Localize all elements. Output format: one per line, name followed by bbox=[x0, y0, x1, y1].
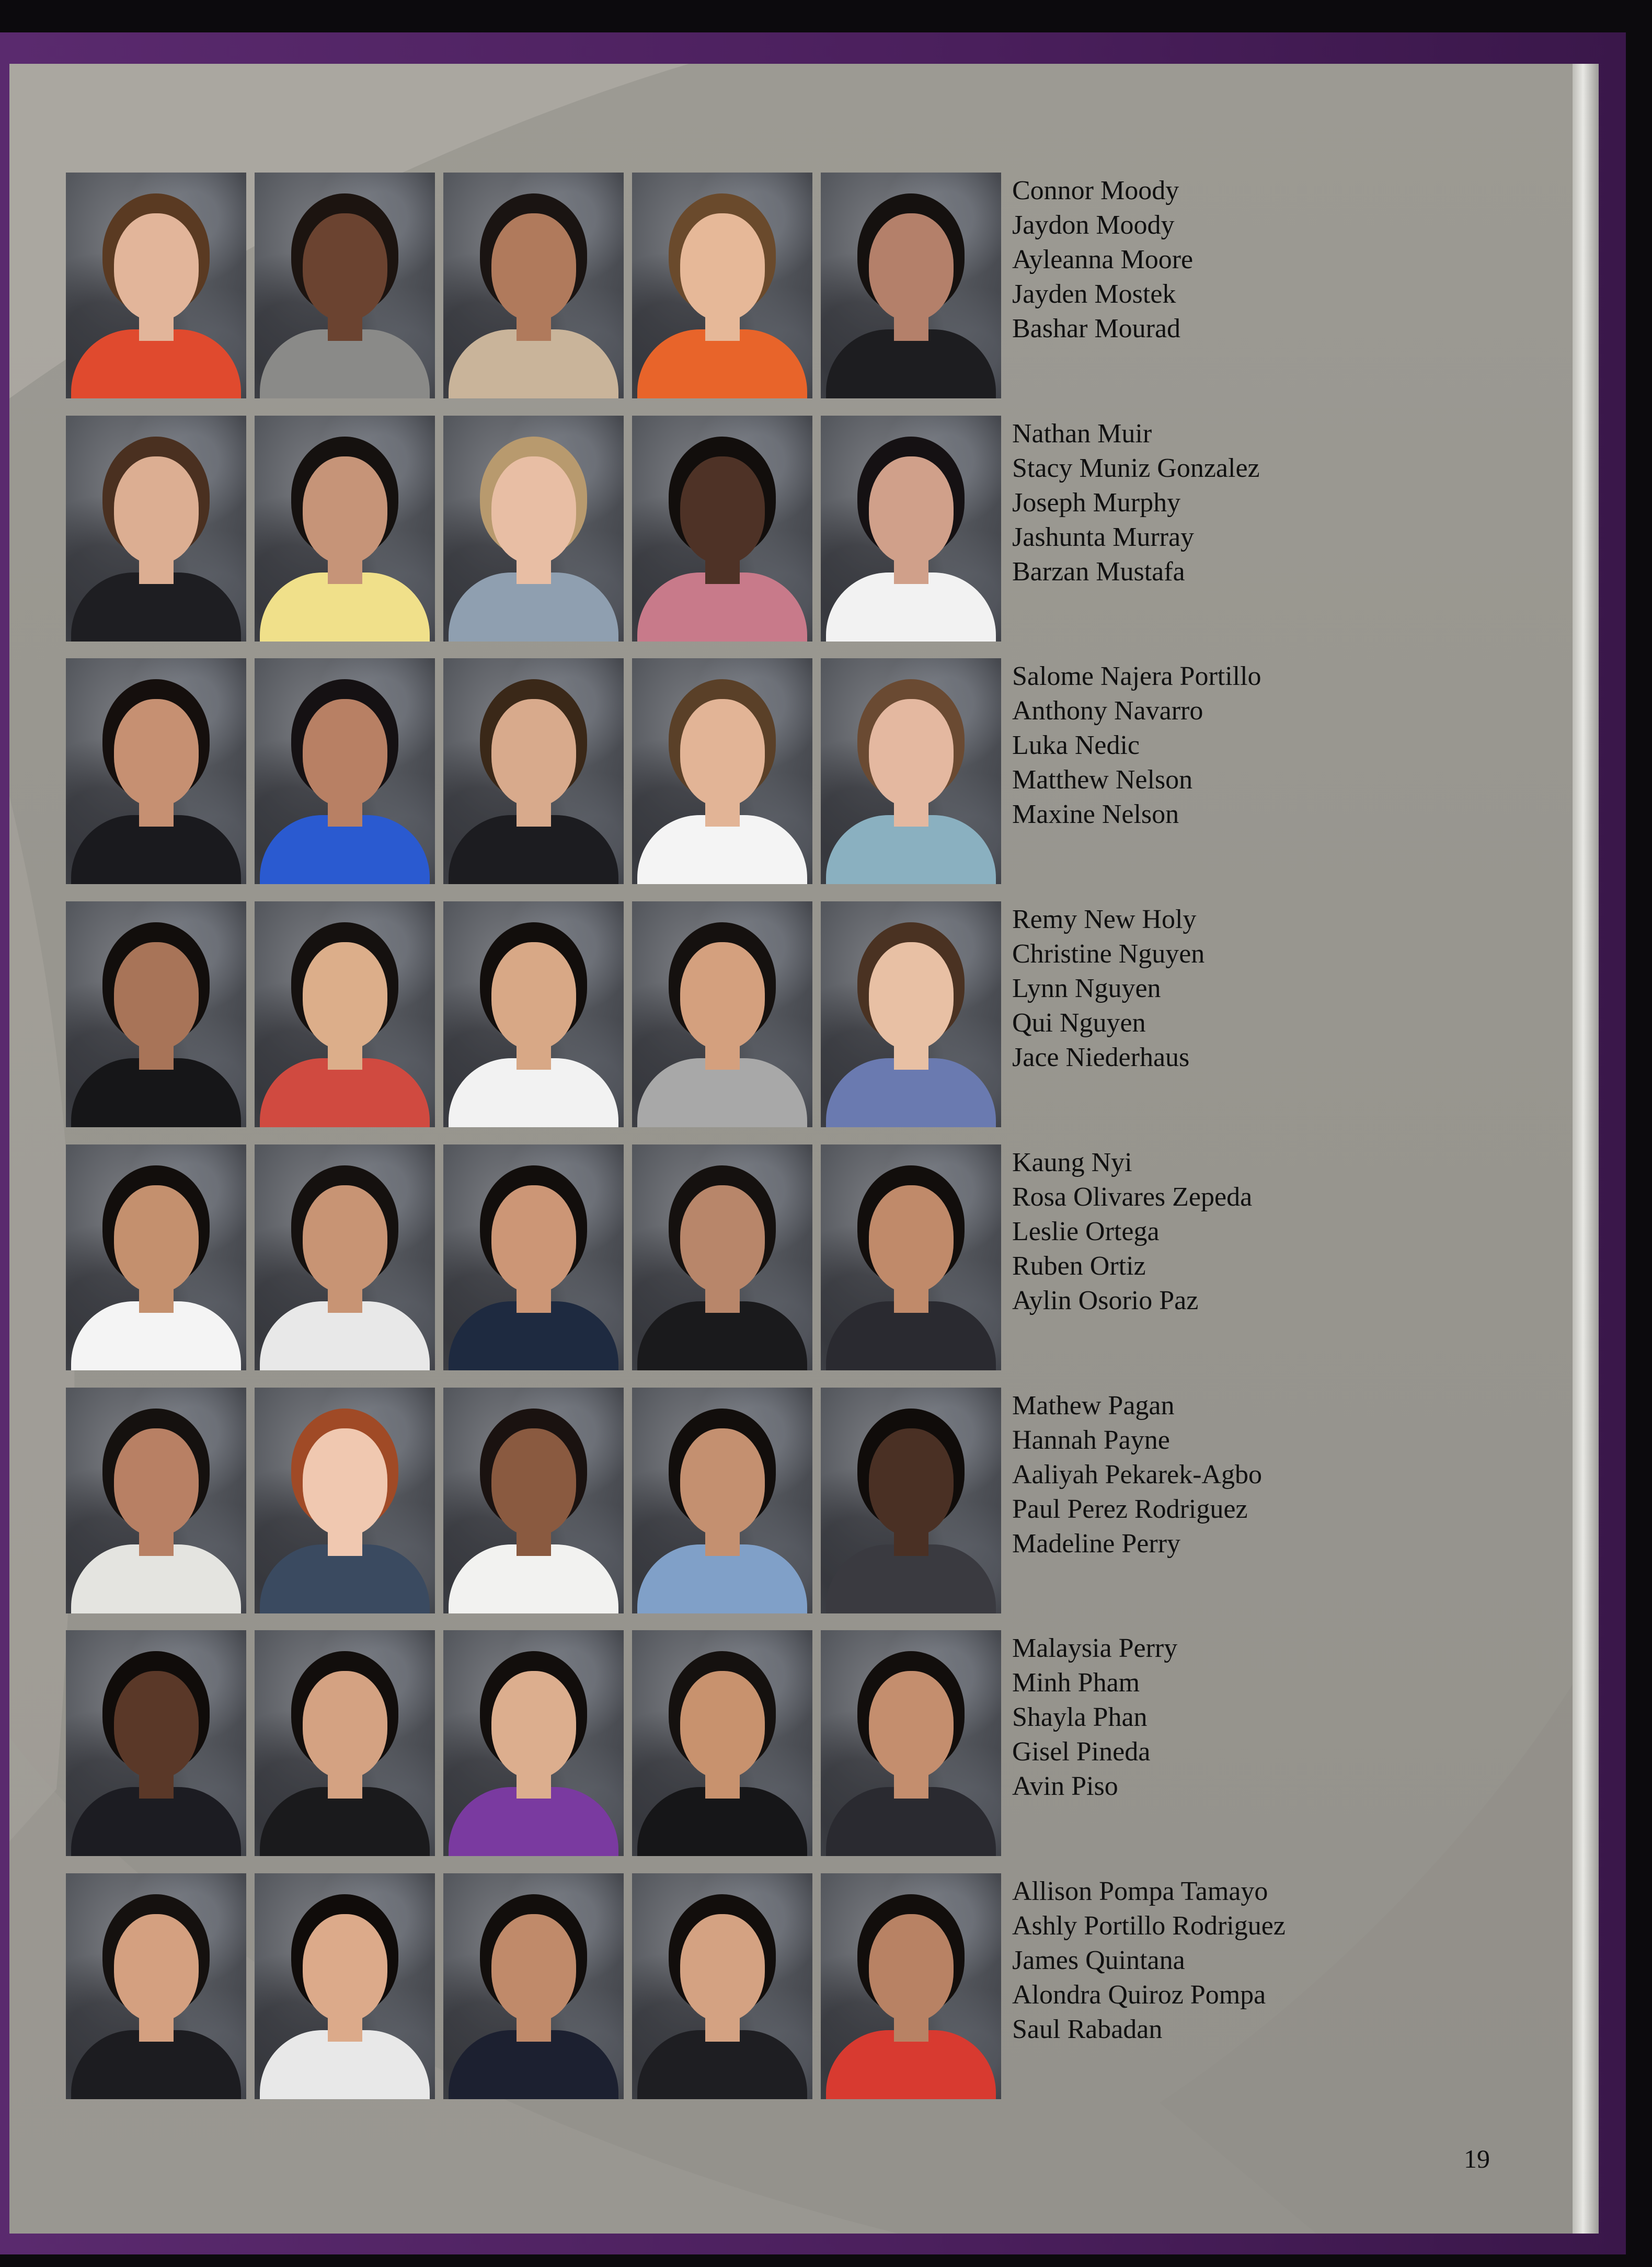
student-portrait bbox=[443, 1873, 624, 2099]
student-portrait bbox=[821, 1144, 1001, 1370]
portrait-face bbox=[491, 942, 576, 1049]
name-list bbox=[1012, 417, 1378, 589]
student-portrait bbox=[66, 173, 246, 398]
student-name: Minh Pham bbox=[1012, 1668, 1140, 1698]
student-name: Hannah Payne bbox=[1012, 1425, 1170, 1455]
portrait-face bbox=[303, 1914, 387, 2021]
student-portrait bbox=[255, 1630, 435, 1856]
name-list bbox=[1012, 174, 1378, 346]
student-name: Stacy Muniz Gonzalez bbox=[1012, 453, 1260, 483]
portrait-face bbox=[303, 213, 387, 320]
portrait-face bbox=[680, 1185, 765, 1292]
portrait-face bbox=[869, 213, 954, 320]
student-portrait bbox=[632, 1873, 812, 2099]
student-portrait bbox=[821, 1873, 1001, 2099]
page-number: 19 bbox=[1464, 2144, 1490, 2173]
portrait-face bbox=[303, 456, 387, 564]
student-name: Salome Najera Portillo bbox=[1012, 661, 1261, 691]
portrait-face bbox=[680, 699, 765, 806]
portrait-face bbox=[491, 213, 576, 320]
student-portrait bbox=[443, 901, 624, 1127]
portrait-face bbox=[114, 1671, 199, 1778]
portrait-face bbox=[303, 699, 387, 806]
student-name: Leslie Ortega bbox=[1012, 1217, 1160, 1246]
student-name: Malaysia Perry bbox=[1012, 1633, 1178, 1663]
name-list bbox=[1012, 1874, 1378, 2047]
student-name: Jayden Mostek bbox=[1012, 279, 1176, 309]
student-portrait bbox=[632, 901, 812, 1127]
portrait-face bbox=[114, 942, 199, 1049]
student-name: Maxine Nelson bbox=[1012, 799, 1179, 829]
portrait-face bbox=[114, 456, 199, 564]
portrait-face bbox=[303, 1428, 387, 1536]
portrait-face bbox=[491, 456, 576, 564]
student-name: Luka Nedic bbox=[1012, 730, 1140, 760]
name-list bbox=[1012, 1146, 1378, 1318]
portrait-face bbox=[491, 1671, 576, 1778]
student-portrait bbox=[821, 1388, 1001, 1613]
portrait-face bbox=[114, 1428, 199, 1536]
portrait-face bbox=[491, 1185, 576, 1292]
student-name: Barzan Mustafa bbox=[1012, 557, 1185, 587]
student-name: Kaung Nyi bbox=[1012, 1148, 1132, 1177]
student-name: Mathew Pagan bbox=[1012, 1391, 1175, 1421]
student-name: James Quintana bbox=[1012, 1945, 1185, 1975]
student-name: Christine Nguyen bbox=[1012, 939, 1205, 969]
portrait-face bbox=[491, 699, 576, 806]
student-name: Jaydon Moody bbox=[1012, 210, 1175, 240]
student-name: Paul Perez Rodriguez bbox=[1012, 1494, 1248, 1524]
name-list bbox=[1012, 1631, 1378, 1804]
student-portrait bbox=[821, 658, 1001, 884]
portrait-face bbox=[869, 1671, 954, 1778]
portrait-face bbox=[303, 942, 387, 1049]
student-name: Saul Rabadan bbox=[1012, 2014, 1163, 2044]
student-portrait bbox=[632, 658, 812, 884]
student-portrait bbox=[66, 416, 246, 642]
student-portrait bbox=[66, 658, 246, 884]
name-list bbox=[1012, 1389, 1378, 1561]
student-name: Nathan Muir bbox=[1012, 419, 1152, 449]
student-name: Lynn Nguyen bbox=[1012, 974, 1161, 1003]
student-name: Ruben Ortiz bbox=[1012, 1251, 1146, 1281]
student-portrait bbox=[443, 658, 624, 884]
student-name: Gisel Pineda bbox=[1012, 1737, 1151, 1767]
student-portrait bbox=[821, 173, 1001, 398]
student-name: Remy New Holy bbox=[1012, 904, 1197, 934]
student-portrait bbox=[443, 1144, 624, 1370]
portrait-face bbox=[114, 1914, 199, 2021]
portrait-face bbox=[680, 213, 765, 320]
student-portrait bbox=[66, 901, 246, 1127]
student-name: Anthony Navarro bbox=[1012, 696, 1203, 726]
student-portrait bbox=[255, 173, 435, 398]
student-portrait bbox=[443, 1388, 624, 1613]
student-portrait bbox=[443, 173, 624, 398]
name-list bbox=[1012, 902, 1378, 1075]
portrait-face bbox=[680, 1671, 765, 1778]
student-name: Allison Pompa Tamayo bbox=[1012, 1876, 1268, 1906]
student-portrait bbox=[632, 416, 812, 642]
student-portrait bbox=[255, 1388, 435, 1613]
portrait-face bbox=[869, 942, 954, 1049]
portrait-face bbox=[869, 1428, 954, 1536]
portrait-face bbox=[869, 1185, 954, 1292]
student-portrait bbox=[443, 1630, 624, 1856]
name-list bbox=[1012, 659, 1378, 832]
portrait-face bbox=[114, 213, 199, 320]
student-name: Ashly Portillo Rodriguez bbox=[1012, 1911, 1286, 1941]
student-portrait bbox=[255, 901, 435, 1127]
student-name: Bashar Mourad bbox=[1012, 314, 1181, 344]
student-name: Madeline Perry bbox=[1012, 1529, 1181, 1559]
student-name: Ayleanna Moore bbox=[1012, 245, 1194, 274]
portrait-face bbox=[680, 1914, 765, 2021]
student-name: Connor Moody bbox=[1012, 176, 1179, 205]
student-portrait bbox=[821, 1630, 1001, 1856]
portrait-face bbox=[869, 699, 954, 806]
portrait-face bbox=[680, 942, 765, 1049]
student-portrait bbox=[66, 1388, 246, 1613]
student-portrait bbox=[255, 1873, 435, 2099]
portrait-face bbox=[114, 699, 199, 806]
portrait-face bbox=[869, 456, 954, 564]
student-portrait bbox=[632, 1144, 812, 1370]
student-name: Jashunta Murray bbox=[1012, 522, 1195, 552]
portrait-face bbox=[680, 1428, 765, 1536]
student-name: Joseph Murphy bbox=[1012, 488, 1181, 518]
portrait-face bbox=[303, 1185, 387, 1292]
student-name: Aylin Osorio Paz bbox=[1012, 1286, 1199, 1315]
student-name: Shayla Phan bbox=[1012, 1702, 1148, 1732]
student-portrait bbox=[632, 1388, 812, 1613]
student-portrait bbox=[821, 416, 1001, 642]
student-portrait bbox=[66, 1144, 246, 1370]
student-portrait bbox=[821, 901, 1001, 1127]
student-portrait bbox=[255, 1144, 435, 1370]
student-name: Avin Piso bbox=[1012, 1771, 1118, 1801]
portrait-face bbox=[114, 1185, 199, 1292]
portrait-face bbox=[303, 1671, 387, 1778]
student-name: Matthew Nelson bbox=[1012, 765, 1193, 795]
student-portrait bbox=[632, 173, 812, 398]
student-name: Aaliyah Pekarek-Agbo bbox=[1012, 1460, 1262, 1490]
student-portrait bbox=[632, 1630, 812, 1856]
student-portrait bbox=[443, 416, 624, 642]
portrait-face bbox=[491, 1914, 576, 2021]
portrait-face bbox=[680, 456, 765, 564]
student-name: Jace Niederhaus bbox=[1012, 1043, 1190, 1072]
student-name: Alondra Quiroz Pompa bbox=[1012, 1980, 1266, 2010]
student-portrait bbox=[66, 1873, 246, 2099]
student-name: Rosa Olivares Zepeda bbox=[1012, 1182, 1253, 1212]
page-edge bbox=[1573, 64, 1599, 2234]
student-portrait bbox=[255, 658, 435, 884]
student-portrait bbox=[255, 416, 435, 642]
portrait-face bbox=[491, 1428, 576, 1536]
student-name: Qui Nguyen bbox=[1012, 1008, 1146, 1038]
student-portrait bbox=[66, 1630, 246, 1856]
portrait-face bbox=[869, 1914, 954, 2021]
